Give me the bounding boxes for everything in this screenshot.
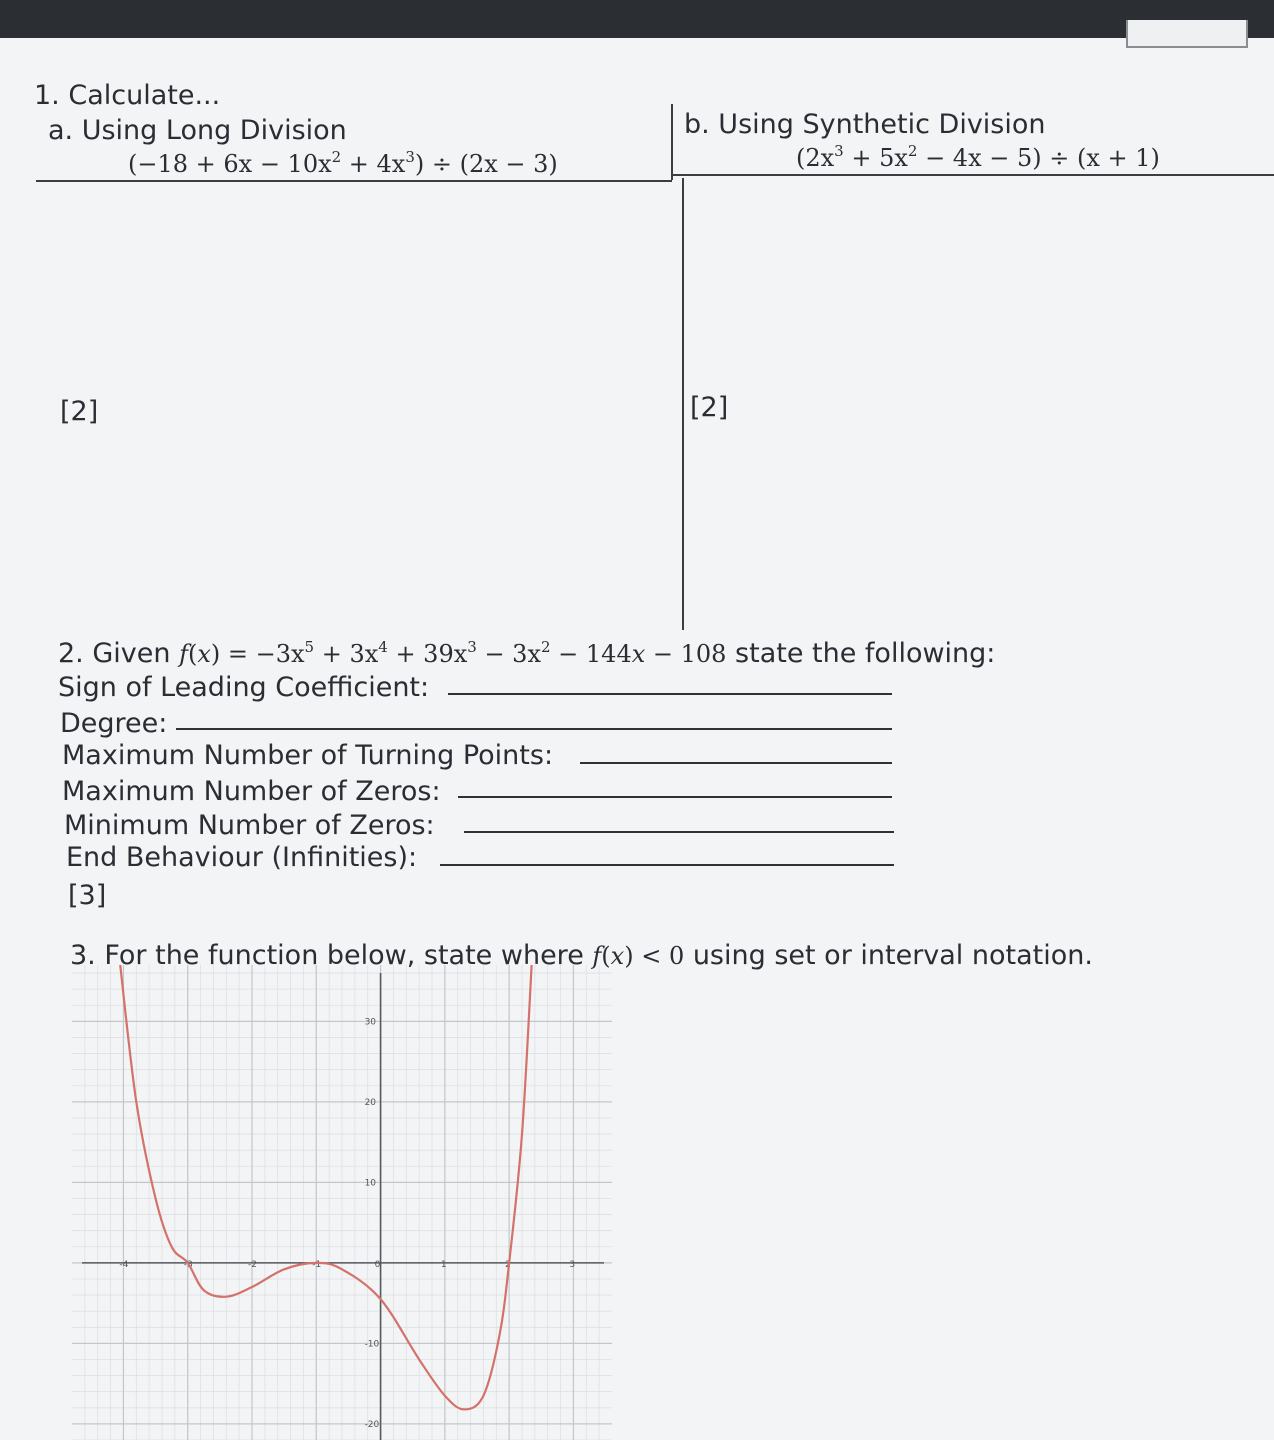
q2-field-label: Maximum Number of Turning Points: — [62, 740, 554, 771]
q1a-expression: $(-18 + 6x - 10x^2 + 4x^3) \div (2x - 3)$ — [128, 148, 558, 178]
x-tick-label: 2 — [505, 1259, 511, 1270]
q3-condition: f(x) < 0 — [592, 942, 685, 970]
q2-prefix: 2. Given — [58, 638, 171, 669]
q1a-marks: [2] — [60, 396, 99, 427]
answer-blank[interactable] — [458, 796, 892, 798]
function-graph — [72, 965, 612, 1440]
y-tick-label: 30 — [364, 1017, 377, 1028]
function-curve — [120, 965, 531, 1409]
y-tick-label: 20 — [364, 1097, 377, 1108]
x-tick-label: -3 — [183, 1259, 193, 1270]
answer-blank[interactable] — [176, 728, 892, 730]
q2-field-label: Minimum Number of Zeros: — [64, 810, 435, 841]
q3-suffix: using set or interval notation. — [692, 940, 1093, 971]
q2-field-label: Degree: — [60, 708, 168, 739]
x-tick-label: 3 — [569, 1259, 576, 1270]
q1b-expression: $(2x^3 + 5x^2 - 4x - 5) \div (x + 1)$ — [796, 142, 1160, 172]
q2-field-row — [60, 708, 167, 739]
q2-marks: [3] — [68, 880, 107, 911]
q1a-rule — [36, 180, 672, 182]
answer-blank[interactable] — [580, 762, 892, 764]
q2-field-row — [62, 740, 553, 771]
y-tick-label: -20 — [364, 1419, 380, 1430]
x-tick-label: -1 — [312, 1259, 322, 1270]
x-tick-label: -2 — [248, 1259, 257, 1270]
q2-suffix: state the following: — [735, 638, 996, 669]
y-tick-label: 10 — [364, 1178, 377, 1189]
q1-divider-top — [671, 104, 673, 180]
q2-field-row — [64, 810, 435, 841]
y-tick-label: -10 — [364, 1339, 380, 1350]
header-box — [1126, 20, 1248, 48]
answer-blank[interactable] — [464, 831, 894, 833]
x-tick-label: 0 — [374, 1259, 381, 1270]
answer-blank[interactable] — [440, 864, 894, 866]
q2-field-label: Maximum Number of Zeros: — [62, 776, 441, 807]
q2-field-row — [62, 776, 441, 807]
q1b-label: b. Using Synthetic Division — [684, 109, 1046, 140]
answer-blank[interactable] — [448, 693, 892, 695]
q2-field-row — [58, 672, 429, 703]
q1a-label: a. Using Long Division — [48, 115, 347, 146]
q1-heading: 1. Calculate... — [34, 80, 221, 111]
graph-svg — [72, 965, 612, 1440]
q1b-rule — [672, 174, 1274, 176]
x-tick-label: -4 — [119, 1259, 129, 1270]
q2-field-label: End Behaviour (Infinities): — [66, 842, 418, 873]
q1b-marks: [2] — [690, 392, 729, 423]
q2-field-label: Sign of Leading Coefficient: — [58, 672, 430, 703]
monitor-bezel — [0, 0, 1274, 38]
q1-divider — [682, 178, 684, 630]
q2-prompt — [58, 638, 995, 669]
q3-prefix: 3. For the function below, state where — [70, 940, 584, 971]
q2-function: $f(x) = -3x^5 + 3x^4 + 39x^3 - 3x^2 - 144x - 108$ — [179, 638, 727, 668]
q2-field-row — [66, 842, 417, 873]
x-tick-label: 1 — [440, 1259, 447, 1270]
